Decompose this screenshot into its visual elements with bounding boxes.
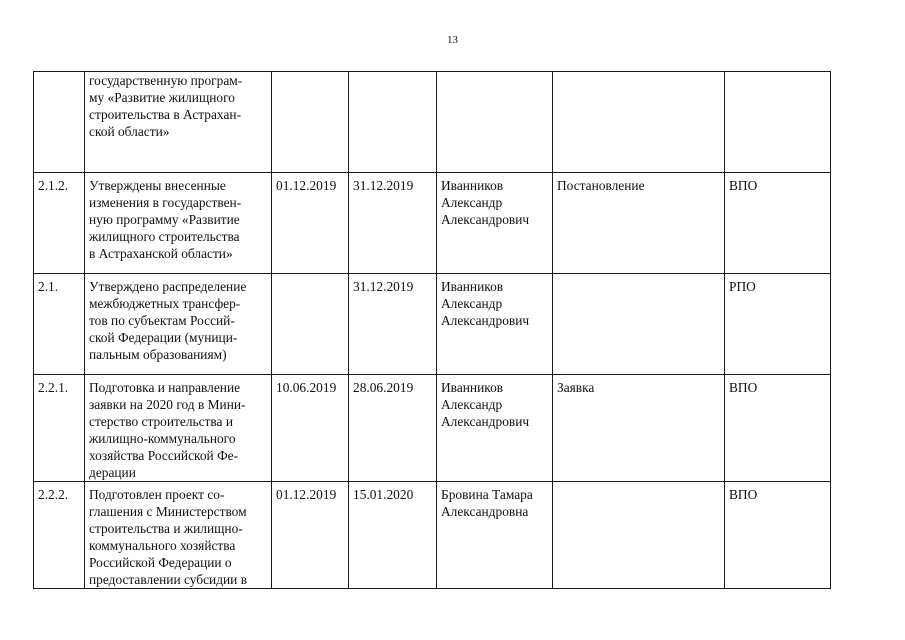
responsible-person-cell-line: Александровна xyxy=(441,504,529,519)
item-name-cell-line: предоставлении субсидии в xyxy=(89,572,248,587)
item-name-cell-line: Подготовка и направление xyxy=(89,380,241,395)
end-date-cell: 31.12.2019 xyxy=(349,173,437,274)
item-name-cell-line: в Астраханской области» xyxy=(89,246,233,261)
responsible-person-cell xyxy=(437,375,553,482)
item-name-cell-line: заявки на 2020 год в Мини- xyxy=(89,397,246,412)
responsible-person-cell-line: Александрович xyxy=(441,313,530,328)
item-number-cell: 2.2.1. xyxy=(34,375,85,482)
item-name-cell-line: изменения в государствен- xyxy=(89,195,242,210)
item-name-cell-line: ской Федерации (муници- xyxy=(89,330,238,345)
table-body xyxy=(34,72,831,589)
responsible-person-cell-line: Александрович xyxy=(441,414,530,429)
start-date-cell xyxy=(272,274,349,375)
responsible-person-cell-line: Александр xyxy=(441,397,503,412)
item-name-cell-line: пальным образованиям) xyxy=(89,347,227,362)
item-name-cell-line: строительства в Астрахан- xyxy=(89,107,242,122)
responsible-person-cell-line: Александр xyxy=(441,296,503,311)
document-type-cell: Постановление xyxy=(553,173,725,274)
table-row xyxy=(34,72,831,173)
table-row xyxy=(34,482,831,589)
item-name-cell-line: дерации xyxy=(89,465,136,480)
table-row xyxy=(34,375,831,482)
item-name-cell-line: глашения с Министерством xyxy=(89,504,247,519)
start-date-cell: 10.06.2019 xyxy=(272,375,349,482)
item-name-cell-line: ную программу «Развитие xyxy=(89,212,240,227)
document-type-cell xyxy=(553,482,725,589)
item-name-cell-line: жилищного строительства xyxy=(89,229,240,244)
end-date-cell xyxy=(349,72,437,173)
responsible-person-cell-line: Александрович xyxy=(441,212,530,227)
item-number-cell xyxy=(34,72,85,173)
control-level-cell: ВПО xyxy=(725,173,831,274)
control-level-cell: ВПО xyxy=(725,375,831,482)
item-name-cell-line: стерство строительства и xyxy=(89,414,234,429)
item-name-cell xyxy=(85,375,272,482)
item-name-cell-line: му «Развитие жилищного xyxy=(89,90,235,105)
item-name-cell-line: коммунального хозяйства xyxy=(89,538,236,553)
responsible-person-cell-line: Бровина Тамара xyxy=(441,487,533,502)
item-number-cell: 2.1.2. xyxy=(34,173,85,274)
item-name-cell-line: межбюджетных трансфер- xyxy=(89,296,241,311)
control-level-cell: ВПО xyxy=(725,482,831,589)
item-name-cell-line: строительства и жилищно- xyxy=(89,521,243,536)
item-name-cell xyxy=(85,72,272,173)
start-date-cell xyxy=(272,72,349,173)
item-number-cell: 2.2.2. xyxy=(34,482,85,589)
item-name-cell-line: Утверждено распределение xyxy=(89,279,247,294)
responsible-person-cell xyxy=(437,274,553,375)
responsible-person-cell xyxy=(437,173,553,274)
item-name-cell xyxy=(85,274,272,375)
item-name-cell xyxy=(85,173,272,274)
item-name-cell-line: хозяйства Российской Фе- xyxy=(89,448,239,463)
item-name-cell-line: ской области» xyxy=(89,124,170,139)
responsible-person-cell-line: Иванников xyxy=(441,178,504,193)
document-type-cell xyxy=(553,274,725,375)
start-date-cell: 01.12.2019 xyxy=(272,482,349,589)
table-row xyxy=(34,274,831,375)
page-number: 13 xyxy=(447,34,458,46)
responsible-person-cell-line: Иванников xyxy=(441,279,504,294)
document-type-cell: Заявка xyxy=(553,375,725,482)
document-type-cell xyxy=(553,72,725,173)
item-name-cell-line: Российской Федерации о xyxy=(89,555,232,570)
responsible-person-cell xyxy=(437,72,553,173)
item-name-cell-line: тов по субъектам Россий- xyxy=(89,313,235,328)
item-name-cell xyxy=(85,482,272,589)
responsible-person-cell-line: Александр xyxy=(441,195,503,210)
control-level-cell xyxy=(725,72,831,173)
start-date-cell: 01.12.2019 xyxy=(272,173,349,274)
item-name-cell-line: Подготовлен проект со- xyxy=(89,487,225,502)
control-level-cell: РПО xyxy=(725,274,831,375)
end-date-cell: 28.06.2019 xyxy=(349,375,437,482)
responsible-person-cell xyxy=(437,482,553,589)
end-date-cell: 31.12.2019 xyxy=(349,274,437,375)
item-name-cell-line: государственную програм- xyxy=(89,73,243,88)
responsible-person-cell-line: Иванников xyxy=(441,380,504,395)
item-name-cell-line: Утверждены внесенные xyxy=(89,178,226,193)
item-name-cell-line: жилищно-коммунального xyxy=(89,431,236,446)
end-date-cell: 15.01.2020 xyxy=(349,482,437,589)
plan-table xyxy=(33,71,831,589)
item-number-cell: 2.1. xyxy=(34,274,85,375)
table-row xyxy=(34,173,831,274)
